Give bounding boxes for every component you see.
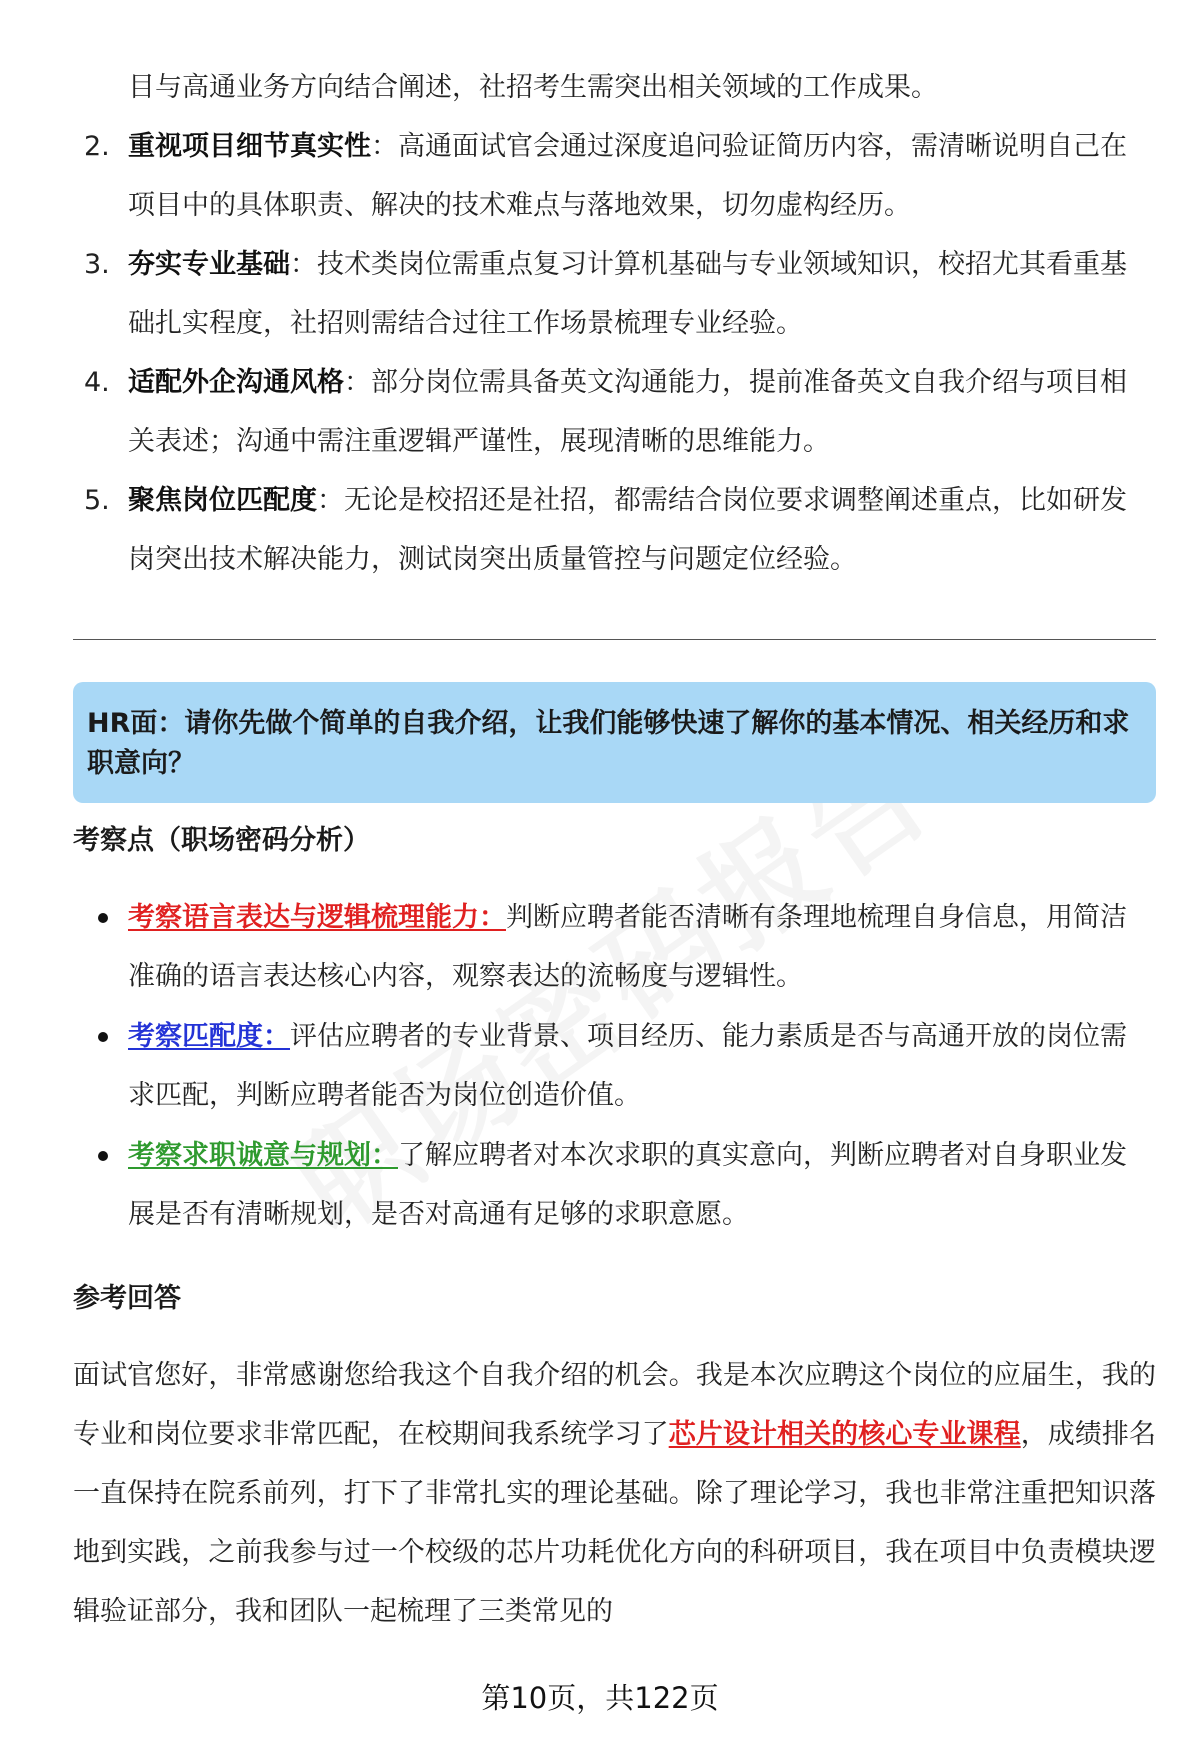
exam-points-list: [0, 888, 1200, 1245]
tip-separator: ：: [317, 485, 344, 516]
tip-text: 技术类岗位需重点复习计算机基础与专业领域知识，校招尤其看重基础扎实程度，社招则需结合过往工作场景梳理专业经验。: [128, 249, 1127, 339]
answer-highlight: 芯片设计相关的核心专业课程: [668, 1419, 1021, 1450]
tip-term: 重视项目细节真实性: [128, 131, 371, 162]
tip-separator: ：: [290, 249, 317, 280]
exam-points-heading: 考察点（职场密码分析）: [73, 825, 370, 856]
exam-point-item: [0, 1007, 1138, 1125]
exam-point-text: 评估应聘者的专业背景、项目经历、能力素质是否与高通开放的岗位需求匹配，判断应聘者能否为岗位创造价值。: [128, 1021, 1127, 1111]
tip-term: 适配外企沟通风格: [128, 367, 344, 398]
question-text: HR面：请你先做个简单的自我介绍，让我们能够快速了解你的基本情况、相关经历和求职意向？: [87, 708, 1130, 779]
bullet-icon: [98, 1151, 108, 1161]
tip-separator: ：: [344, 367, 371, 398]
tip-text: 部分岗位需具备英文沟通能力，提前准备英文自我介绍与项目相关表述；沟通中需注重逻辑严谨性，展现清晰的思维能力。: [128, 367, 1127, 457]
tip-item: [0, 117, 1138, 235]
exam-point-item: [0, 888, 1138, 1006]
exam-point-text: 判断应聘者能否清晰有条理地梳理自身信息，用简洁准确的语言表达核心内容，观察表达的流畅度与逻辑性。: [128, 902, 1127, 992]
reference-answer-heading: 参考回答: [73, 1283, 181, 1314]
exam-point-key: 考察语言表达与逻辑梳理能力：: [128, 902, 506, 933]
tip-item: [0, 235, 1138, 353]
exam-point-item: [0, 1126, 1138, 1244]
exam-point-key: 考察求职诚意与规划：: [128, 1140, 398, 1171]
section-divider: [73, 639, 1156, 640]
tip-number: 2.: [84, 131, 110, 162]
tip-term: 聚焦岗位匹配度: [128, 485, 317, 516]
answer-part-2: ，成绩排名一直保持在院系前列，打下了非常扎实的理论基础。除了理论学习，我也非常注重把知识落地到实践，之前我参与过一个校级的芯片功耗优化方向的科研项目，我在项目中负责模块逻辑验证部分，我和团队一起梳理了三类常见的: [73, 1419, 1157, 1627]
exam-point-text: 了解应聘者对本次求职的真实意向，判断应聘者对自身职业发展是否有清晰规划，是否对高通有足够的求职意愿。: [128, 1140, 1127, 1230]
tips-list: [0, 117, 1200, 589]
tip-number: 3.: [84, 249, 110, 280]
bullet-icon: [98, 1032, 108, 1042]
bullet-icon: [98, 913, 108, 923]
tip-separator: ：: [371, 131, 398, 162]
continuation-text: 目与高通业务方向结合阐述，社招考生需突出相关领域的工作成果。: [128, 72, 938, 103]
reference-answer-text: [73, 1346, 1156, 1641]
tip-item: [0, 471, 1138, 589]
tip-term: 夯实专业基础: [128, 249, 290, 280]
answer-part-1: 面试官您好，非常感谢您给我这个自我介绍的机会。我是本次应聘这个岗位的应届生，我的专业和岗位要求非常匹配，在校期间我系统学习了: [73, 1360, 1156, 1450]
tip-item: [0, 353, 1138, 471]
page-number: 第10页，共122页: [481, 1681, 719, 1715]
exam-point-key: 考察匹配度：: [128, 1021, 290, 1052]
tip-text: 高通面试官会通过深度追问验证简历内容，需清晰说明自己在项目中的具体职责、解决的技术难点与落地效果，切勿虚构经历。: [128, 131, 1127, 221]
tip-number: 5.: [84, 485, 110, 516]
tip-text: 无论是校招还是社招，都需结合岗位要求调整阐述重点，比如研发岗突出技术解决能力，测试岗突出质量管控与问题定位经验。: [128, 485, 1127, 575]
tip-number: 4.: [84, 367, 110, 398]
question-callout: [73, 682, 1156, 803]
